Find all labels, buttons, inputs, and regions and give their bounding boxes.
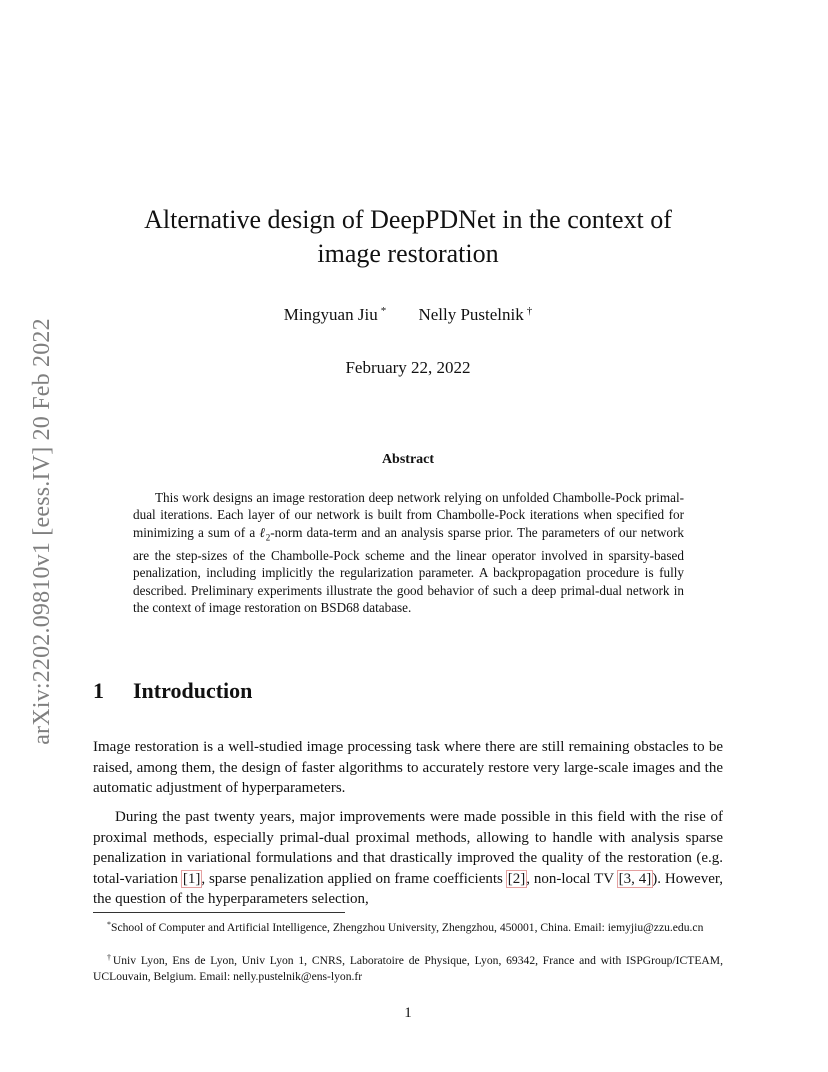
intro-paragraph-1: Image restoration is a well-studied image processing task where there are still remaining obstacles to be raised, among them, the design of faster algorithms to accurately restore very large-scale images and the automatic adjustment of hyperparameters. <box>93 739 723 797</box>
author-1 <box>284 305 386 325</box>
footnote-1 <box>93 917 723 936</box>
citation-link-2[interactable]: [2] <box>507 870 526 887</box>
footnote-divider <box>93 912 345 913</box>
section-title: Introduction <box>133 678 253 703</box>
arxiv-identifier-text: arXiv:2202.09810v1 [eess.IV] 20 Feb 2022 <box>28 317 55 745</box>
section-number: 1 <box>93 678 104 703</box>
abstract-heading: Abstract <box>381 452 435 467</box>
ell-symbol: ℓ <box>259 524 266 540</box>
citation-link-1[interactable]: [1] <box>182 870 201 887</box>
title-line-2: image restoration <box>317 239 499 268</box>
author-2-name: Nelly Pustelnik <box>418 305 524 324</box>
author-2-footnote-mark[interactable]: † <box>526 305 533 317</box>
footnote-1-text: School of Computer and Artificial Intelligence, Zhengzhou University, Zhengzhou, 450001, China. Email: iemyjiu@zzu.edu.cn <box>111 921 704 934</box>
author-1-name: Mingyuan Jiu <box>283 305 378 324</box>
footnote-2-mark: † <box>107 953 113 962</box>
paragraph-2-part-3: , non-local TV <box>526 870 618 887</box>
footnote-2 <box>93 950 723 985</box>
ell-subscript: 2 <box>265 532 271 543</box>
arxiv-identifier-stamp[interactable] <box>22 286 62 776</box>
paragraph-2-part-2: , sparse penalization applied on frame coefficients <box>201 870 507 887</box>
author-1-footnote-mark[interactable]: * <box>380 305 387 317</box>
footnote-2-text: Univ Lyon, Ens de Lyon, Univ Lyon 1, CNRS, Laboratoire de Physique, Lyon, 69342, France and with ISPGroup/ICTEAM, UCLouvain, Belgium. Email: nelly.pustelnik@ens-lyon.fr <box>93 954 723 983</box>
abstract-text-part-1: This work designs an image restoration deep network relying on unfolded Chambolle-Pock primal-dual iterations. Each layer of our network is built from Chambolle-Pock iterations when specified for minimizing a sum of a <box>133 490 684 540</box>
intro-paragraph-2 <box>93 807 723 910</box>
page-number: 1 <box>404 1005 412 1021</box>
citation-link-3-4[interactable]: [3, 4] <box>618 870 652 887</box>
paper-title <box>93 203 723 271</box>
footnote-1-mark: * <box>107 920 111 929</box>
title-line-1: Alternative design of DeepPDNet in the context of <box>144 205 672 234</box>
abstract-text <box>133 489 684 616</box>
section-heading-introduction <box>93 678 723 704</box>
author-2 <box>418 305 532 325</box>
paragraph-2-part-1: During the past twenty years, major improvements were made possible in this field with the rise of proximal methods, especially primal-dual proximal methods, allowing to handle with analysis sparse penalization in variational formulations and that drastically improved the quality of the restoration (e.g. total-variation <box>93 809 723 887</box>
paragraph-2-part-4: ). However, the question of the hyperparameters selection, <box>93 870 723 908</box>
abstract-text-part-2: -norm data-term and an analysis sparse prior. The parameters of our network are the step-sizes of the Chambolle-Pock scheme and the linear operator involved in sparsity-based penalization, including implicitly the regularization parameter. A backpropagation procedure is fully described. Preliminary experiments illustrate the good behavior of such a deep primal-dual network in the context of image restoration on BSD68 database. <box>133 524 684 616</box>
publication-date: February 22, 2022 <box>345 358 471 377</box>
author-list <box>93 305 723 325</box>
